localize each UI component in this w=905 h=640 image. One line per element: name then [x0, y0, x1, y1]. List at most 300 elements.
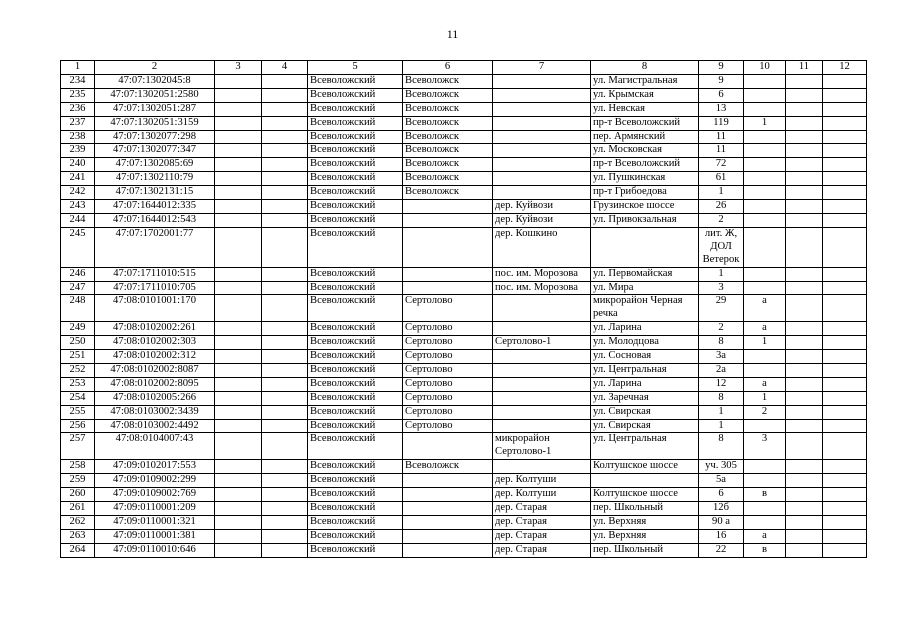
cell-col-12 — [823, 502, 867, 516]
cell-col-12 — [823, 543, 867, 557]
cell-settlement — [493, 102, 591, 116]
cell-col-11 — [786, 391, 823, 405]
cell-street: Грузинское шоссе — [591, 200, 699, 214]
cell-col-11 — [786, 267, 823, 281]
table-row — [61, 102, 867, 116]
cell-col-12 — [823, 186, 867, 200]
cell-settlement — [493, 295, 591, 322]
cell-row-number: 243 — [61, 200, 95, 214]
table-row — [61, 281, 867, 295]
cell-col-3 — [215, 281, 262, 295]
cell-city: Всеволожск — [403, 74, 493, 88]
table-row — [61, 88, 867, 102]
cell-city: Сертолово — [403, 363, 493, 377]
cell-row-number: 240 — [61, 158, 95, 172]
cell-city — [403, 433, 493, 460]
table-row — [61, 74, 867, 88]
table-row — [61, 515, 867, 529]
cell-col-3 — [215, 158, 262, 172]
cell-house-number: уч. 305 — [699, 460, 744, 474]
cell-city — [403, 488, 493, 502]
cell-settlement: дер. Старая — [493, 502, 591, 516]
cell-settlement: дер. Кошкино — [493, 227, 591, 267]
cell-col-3 — [215, 377, 262, 391]
cell-building — [744, 363, 786, 377]
cell-building: 1 — [744, 116, 786, 130]
cell-district: Всеволожский — [308, 172, 403, 186]
cell-house-number: 2 — [699, 213, 744, 227]
table-row — [61, 502, 867, 516]
cell-settlement — [493, 377, 591, 391]
cell-settlement: дер. Куйвози — [493, 213, 591, 227]
cell-col-11 — [786, 322, 823, 336]
cell-street: ул. Центральная — [591, 363, 699, 377]
cell-col-11 — [786, 88, 823, 102]
cell-settlement — [493, 350, 591, 364]
cell-col-4 — [262, 267, 308, 281]
cell-district: Всеволожский — [308, 502, 403, 516]
cell-col-12 — [823, 363, 867, 377]
cell-col-4 — [262, 543, 308, 557]
cell-settlement: пос. им. Морозова — [493, 281, 591, 295]
cell-district: Всеволожский — [308, 144, 403, 158]
cell-cadastral-number: 47:07:1644012:543 — [95, 213, 215, 227]
cell-col-11 — [786, 363, 823, 377]
cell-district: Всеволожский — [308, 391, 403, 405]
cell-settlement: дер. Старая — [493, 515, 591, 529]
cell-col-11 — [786, 405, 823, 419]
cell-city: Всеволожск — [403, 144, 493, 158]
cell-house-number: 61 — [699, 172, 744, 186]
cell-house-number: 90 а — [699, 515, 744, 529]
cell-district: Всеволожский — [308, 336, 403, 350]
cell-col-12 — [823, 227, 867, 267]
cell-row-number: 257 — [61, 433, 95, 460]
cell-row-number: 237 — [61, 116, 95, 130]
cell-col-11 — [786, 158, 823, 172]
column-header-1: 1 — [61, 61, 95, 75]
cell-house-number: 1 — [699, 267, 744, 281]
cell-district: Всеволожский — [308, 515, 403, 529]
cell-district: Всеволожский — [308, 281, 403, 295]
table-row — [61, 405, 867, 419]
cell-settlement: дер. Колтуши — [493, 488, 591, 502]
register-table — [60, 60, 867, 558]
cell-row-number: 239 — [61, 144, 95, 158]
cell-house-number: 9 — [699, 74, 744, 88]
cell-col-12 — [823, 350, 867, 364]
cell-house-number: лит. Ж, ДОЛ Ветерок — [699, 227, 744, 267]
cell-cadastral-number: 47:07:1302051:2580 — [95, 88, 215, 102]
cell-col-3 — [215, 350, 262, 364]
cell-col-11 — [786, 102, 823, 116]
cell-house-number: 29 — [699, 295, 744, 322]
table-row — [61, 144, 867, 158]
table-row — [61, 336, 867, 350]
cell-col-3 — [215, 474, 262, 488]
cell-settlement — [493, 172, 591, 186]
cell-col-3 — [215, 391, 262, 405]
table-row — [61, 227, 867, 267]
cell-cadastral-number: 47:07:1702001:77 — [95, 227, 215, 267]
cell-cadastral-number: 47:09:0110001:209 — [95, 502, 215, 516]
column-header-12: 12 — [823, 61, 867, 75]
cell-col-12 — [823, 488, 867, 502]
cell-row-number: 245 — [61, 227, 95, 267]
cell-street: Колтушское шоссе — [591, 488, 699, 502]
cell-district: Всеволожский — [308, 405, 403, 419]
cell-street: ул. Свирская — [591, 419, 699, 433]
cell-district: Всеволожский — [308, 433, 403, 460]
cell-row-number: 241 — [61, 172, 95, 186]
table-row — [61, 186, 867, 200]
cell-col-4 — [262, 474, 308, 488]
cell-col-11 — [786, 543, 823, 557]
cell-settlement — [493, 144, 591, 158]
cell-col-11 — [786, 419, 823, 433]
cell-building — [744, 350, 786, 364]
cell-col-4 — [262, 405, 308, 419]
cell-col-11 — [786, 350, 823, 364]
cell-house-number: 6 — [699, 488, 744, 502]
cell-building — [744, 74, 786, 88]
cell-city — [403, 213, 493, 227]
cell-cadastral-number: 47:08:0101001:170 — [95, 295, 215, 322]
table-row — [61, 543, 867, 557]
cell-district: Всеволожский — [308, 460, 403, 474]
cell-city: Всеволожск — [403, 158, 493, 172]
cell-col-3 — [215, 502, 262, 516]
cell-row-number: 248 — [61, 295, 95, 322]
cell-cadastral-number: 47:07:1302085:69 — [95, 158, 215, 172]
cell-street: ул. Молодцова — [591, 336, 699, 350]
cell-settlement — [493, 405, 591, 419]
cell-city: Сертолово — [403, 405, 493, 419]
cell-col-4 — [262, 116, 308, 130]
cell-col-12 — [823, 419, 867, 433]
cell-house-number: 6 — [699, 88, 744, 102]
cell-building: в — [744, 488, 786, 502]
cell-district: Всеволожский — [308, 88, 403, 102]
table-row — [61, 529, 867, 543]
cell-col-3 — [215, 363, 262, 377]
cell-street: ул. Ларина — [591, 377, 699, 391]
cell-settlement — [493, 116, 591, 130]
cell-settlement — [493, 186, 591, 200]
cell-row-number: 251 — [61, 350, 95, 364]
cell-col-11 — [786, 336, 823, 350]
cell-street: пер. Школьный — [591, 502, 699, 516]
cell-street: ул. Верхняя — [591, 515, 699, 529]
cell-col-3 — [215, 295, 262, 322]
cell-city — [403, 502, 493, 516]
column-header-4: 4 — [262, 61, 308, 75]
cell-col-3 — [215, 529, 262, 543]
cell-street: ул. Заречная — [591, 391, 699, 405]
table-row — [61, 433, 867, 460]
cell-city: Сертолово — [403, 295, 493, 322]
cell-row-number: 260 — [61, 488, 95, 502]
cell-cadastral-number: 47:09:0110001:381 — [95, 529, 215, 543]
cell-building — [744, 515, 786, 529]
cell-col-4 — [262, 88, 308, 102]
cell-col-4 — [262, 74, 308, 88]
cell-house-number: 2 — [699, 322, 744, 336]
cell-building: 1 — [744, 336, 786, 350]
cell-col-12 — [823, 405, 867, 419]
cell-city — [403, 474, 493, 488]
cell-district: Всеволожский — [308, 200, 403, 214]
cell-col-4 — [262, 515, 308, 529]
cell-col-3 — [215, 227, 262, 267]
cell-building — [744, 502, 786, 516]
cell-building — [744, 267, 786, 281]
cell-city: Всеволожск — [403, 460, 493, 474]
cell-cadastral-number: 47:08:0102002:8087 — [95, 363, 215, 377]
cell-cadastral-number: 47:07:1302077:298 — [95, 130, 215, 144]
cell-settlement — [493, 322, 591, 336]
cell-house-number: 12б — [699, 502, 744, 516]
cell-building — [744, 144, 786, 158]
cell-city — [403, 267, 493, 281]
cell-district: Всеволожский — [308, 529, 403, 543]
table-row — [61, 267, 867, 281]
cell-row-number: 252 — [61, 363, 95, 377]
cell-house-number: 8 — [699, 433, 744, 460]
cell-street: пер. Армянский — [591, 130, 699, 144]
cell-col-11 — [786, 144, 823, 158]
cell-row-number: 254 — [61, 391, 95, 405]
cell-col-11 — [786, 116, 823, 130]
cell-col-12 — [823, 529, 867, 543]
cell-col-12 — [823, 474, 867, 488]
cell-cadastral-number: 47:07:1302110:79 — [95, 172, 215, 186]
cell-house-number: 8 — [699, 336, 744, 350]
table-row — [61, 363, 867, 377]
cell-settlement — [493, 158, 591, 172]
cell-cadastral-number: 47:07:1302051:287 — [95, 102, 215, 116]
cell-col-12 — [823, 336, 867, 350]
cell-city: Всеволожск — [403, 116, 493, 130]
cell-col-4 — [262, 460, 308, 474]
cell-building: 2 — [744, 405, 786, 419]
cell-cadastral-number: 47:09:0110001:321 — [95, 515, 215, 529]
cell-col-11 — [786, 213, 823, 227]
cell-building — [744, 158, 786, 172]
cell-district: Всеволожский — [308, 74, 403, 88]
cell-street: ул. Первомайская — [591, 267, 699, 281]
cell-city: Сертолово — [403, 391, 493, 405]
cell-col-4 — [262, 419, 308, 433]
cell-city — [403, 515, 493, 529]
cell-col-12 — [823, 74, 867, 88]
column-header-5: 5 — [308, 61, 403, 75]
cell-col-4 — [262, 336, 308, 350]
cell-col-11 — [786, 474, 823, 488]
cell-col-12 — [823, 102, 867, 116]
cell-district: Всеволожский — [308, 295, 403, 322]
cell-col-11 — [786, 433, 823, 460]
cell-col-3 — [215, 322, 262, 336]
cell-street — [591, 474, 699, 488]
cell-col-11 — [786, 377, 823, 391]
cell-row-number: 246 — [61, 267, 95, 281]
table-row — [61, 377, 867, 391]
cell-street: ул. Верхняя — [591, 529, 699, 543]
cell-street: ул. Привокзальная — [591, 213, 699, 227]
cell-building: 1 — [744, 391, 786, 405]
table-row — [61, 419, 867, 433]
cell-street: ул. Пушкинская — [591, 172, 699, 186]
cell-house-number: 1 — [699, 186, 744, 200]
table-body — [61, 61, 867, 558]
cell-col-3 — [215, 433, 262, 460]
cell-city: Всеволожск — [403, 130, 493, 144]
cell-col-12 — [823, 88, 867, 102]
cell-building: а — [744, 377, 786, 391]
cell-house-number: 12 — [699, 377, 744, 391]
cell-settlement — [493, 419, 591, 433]
cell-col-4 — [262, 488, 308, 502]
cell-row-number: 264 — [61, 543, 95, 557]
column-header-11: 11 — [786, 61, 823, 75]
cell-house-number: 2а — [699, 363, 744, 377]
table-row — [61, 200, 867, 214]
cell-district: Всеволожский — [308, 116, 403, 130]
cell-city: Всеволожск — [403, 88, 493, 102]
cell-settlement — [493, 460, 591, 474]
table-row — [61, 116, 867, 130]
cell-district: Всеволожский — [308, 186, 403, 200]
cell-col-12 — [823, 295, 867, 322]
cell-district: Всеволожский — [308, 350, 403, 364]
cell-col-4 — [262, 158, 308, 172]
column-header-6: 6 — [403, 61, 493, 75]
cell-cadastral-number: 47:07:1302077:347 — [95, 144, 215, 158]
cell-col-11 — [786, 200, 823, 214]
cell-city: Сертолово — [403, 419, 493, 433]
cell-settlement — [493, 363, 591, 377]
cell-cadastral-number: 47:07:1711010:515 — [95, 267, 215, 281]
cell-street: пер. Школьный — [591, 543, 699, 557]
cell-building: а — [744, 529, 786, 543]
cell-settlement: Сертолово-1 — [493, 336, 591, 350]
cell-city — [403, 227, 493, 267]
cell-col-3 — [215, 460, 262, 474]
cell-col-4 — [262, 529, 308, 543]
cell-col-4 — [262, 502, 308, 516]
cell-col-11 — [786, 186, 823, 200]
table-row — [61, 488, 867, 502]
cell-cadastral-number: 47:09:0102017:553 — [95, 460, 215, 474]
cell-district: Всеволожский — [308, 102, 403, 116]
cell-settlement: микрорайон Сертолово-1 — [493, 433, 591, 460]
cell-street — [591, 227, 699, 267]
cell-house-number: 16 — [699, 529, 744, 543]
cell-col-4 — [262, 172, 308, 186]
cell-street: микрорайон Черная речка — [591, 295, 699, 322]
cell-col-12 — [823, 172, 867, 186]
cell-col-12 — [823, 377, 867, 391]
cell-col-4 — [262, 102, 308, 116]
cell-col-11 — [786, 172, 823, 186]
cell-col-3 — [215, 543, 262, 557]
cell-street: ул. Сосновая — [591, 350, 699, 364]
cell-city: Сертолово — [403, 336, 493, 350]
cell-row-number: 259 — [61, 474, 95, 488]
cell-building — [744, 88, 786, 102]
cell-cadastral-number: 47:07:1302051:3159 — [95, 116, 215, 130]
cell-col-3 — [215, 186, 262, 200]
cell-city — [403, 200, 493, 214]
cell-house-number: 72 — [699, 158, 744, 172]
cell-building — [744, 102, 786, 116]
table-row — [61, 460, 867, 474]
cell-street: пр-т Всеволожский — [591, 158, 699, 172]
cell-cadastral-number: 47:08:0103002:3439 — [95, 405, 215, 419]
cell-col-3 — [215, 116, 262, 130]
cell-cadastral-number: 47:08:0104007:43 — [95, 433, 215, 460]
cell-row-number: 263 — [61, 529, 95, 543]
cell-district: Всеволожский — [308, 130, 403, 144]
cell-col-4 — [262, 186, 308, 200]
cell-city — [403, 529, 493, 543]
cell-city: Всеволожск — [403, 186, 493, 200]
cell-col-4 — [262, 433, 308, 460]
column-header-7: 7 — [493, 61, 591, 75]
cell-col-4 — [262, 213, 308, 227]
cell-house-number: 5а — [699, 474, 744, 488]
cell-row-number: 236 — [61, 102, 95, 116]
cell-row-number: 262 — [61, 515, 95, 529]
cell-col-4 — [262, 377, 308, 391]
cell-col-12 — [823, 391, 867, 405]
cell-col-11 — [786, 227, 823, 267]
cell-street: ул. Невская — [591, 102, 699, 116]
cell-col-11 — [786, 460, 823, 474]
cell-col-4 — [262, 281, 308, 295]
cell-row-number: 256 — [61, 419, 95, 433]
cell-col-4 — [262, 322, 308, 336]
cell-district: Всеволожский — [308, 213, 403, 227]
cell-col-3 — [215, 144, 262, 158]
cell-building — [744, 419, 786, 433]
cell-street: ул. Центральная — [591, 433, 699, 460]
table-row — [61, 391, 867, 405]
cell-district: Всеволожский — [308, 377, 403, 391]
cell-building: 3 — [744, 433, 786, 460]
cell-building — [744, 130, 786, 144]
cell-city — [403, 281, 493, 295]
cell-row-number: 258 — [61, 460, 95, 474]
cell-house-number: 8 — [699, 391, 744, 405]
cell-col-12 — [823, 515, 867, 529]
table-row — [61, 350, 867, 364]
cell-house-number: 1 — [699, 405, 744, 419]
cell-city: Сертолово — [403, 322, 493, 336]
cell-col-12 — [823, 460, 867, 474]
cell-col-12 — [823, 213, 867, 227]
cell-building: в — [744, 543, 786, 557]
cell-house-number: 119 — [699, 116, 744, 130]
cell-col-12 — [823, 130, 867, 144]
cell-settlement: пос. им. Морозова — [493, 267, 591, 281]
cell-cadastral-number: 47:09:0109002:769 — [95, 488, 215, 502]
table-row — [61, 474, 867, 488]
cell-col-11 — [786, 502, 823, 516]
cell-col-12 — [823, 144, 867, 158]
cell-cadastral-number: 47:08:0102002:303 — [95, 336, 215, 350]
